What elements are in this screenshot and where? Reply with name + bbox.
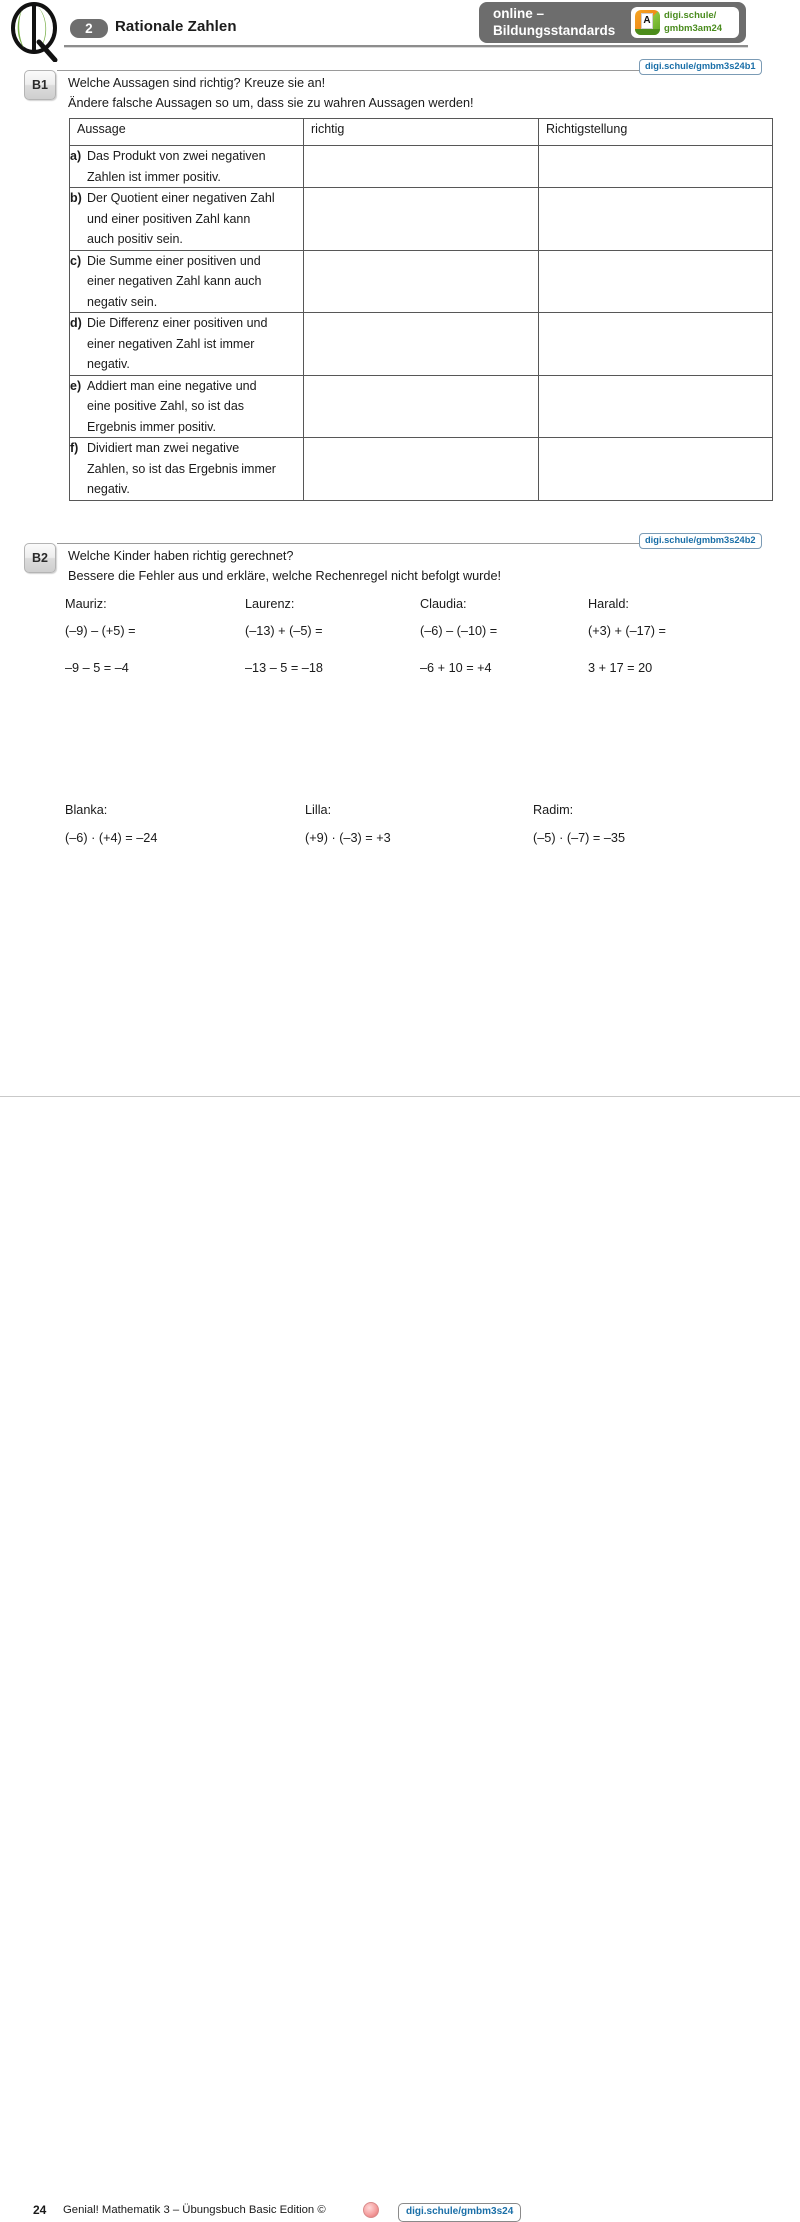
statement-label-a: a) xyxy=(70,149,82,163)
statement-cell-e xyxy=(70,375,304,438)
table-row xyxy=(70,313,773,376)
page-header xyxy=(0,0,800,52)
statement-label-b: b) xyxy=(70,191,82,205)
statement-label-f: f) xyxy=(70,441,79,455)
exercise-b1-prompt-line1: Welche Aussagen sind richtig? Kreuze sie an! xyxy=(68,76,326,90)
statement-text-d: Die Differenz einer positiven und einer negativen Zahl ist immer negativ. xyxy=(87,316,268,371)
exercise-b2-prompt-line2: Bessere die Fehler aus und erkläre, welche Rechenregel nicht befolgt wurde! xyxy=(68,569,502,583)
statement-text-f: Dividiert man zwei negative Zahlen, so ist das Ergebnis immer negativ. xyxy=(87,441,276,496)
page-number: 24 xyxy=(33,2203,47,2217)
online-badge-label xyxy=(493,6,643,39)
exercise-b1-prompt xyxy=(68,73,728,113)
exercise-b2-prompt-line1: Welche Kinder haben richtig gerechnet? xyxy=(68,549,294,563)
richtig-cell-a[interactable] xyxy=(304,146,539,188)
table-header-row xyxy=(70,119,773,146)
exercise-badge-b2: B2 xyxy=(24,543,56,573)
app-icon-letter: A xyxy=(641,13,653,29)
kid-name-radim: Radim: xyxy=(533,803,574,817)
page-title: Rationale Zahlen xyxy=(115,18,237,35)
statement-text-e: Addiert man eine negative und eine positive Zahl, so ist das Ergebnis immer positiv. xyxy=(87,378,257,434)
kid-name-laurenz: Laurenz: xyxy=(245,597,295,611)
kid-expression-mauriz: (–9) – (+5) = xyxy=(65,624,136,638)
kid-name-claudia: Claudia: xyxy=(420,597,467,611)
online-code-pill[interactable] xyxy=(631,7,739,38)
online-badge-line2: Bildungsstandards xyxy=(493,22,616,38)
kid-solution-claudia: –6 + 10 = +4 xyxy=(420,661,492,675)
online-code-line2: gmbm3am24 xyxy=(664,23,723,34)
app-icon-strip xyxy=(635,29,660,35)
kid-expression-blanka: (–6) · (+4) = –24 xyxy=(65,831,158,845)
header-divider-shadow xyxy=(64,47,748,48)
table-row xyxy=(70,188,773,251)
footer-code-tag[interactable]: digi.schule/gmbm3s24 xyxy=(398,2203,521,2222)
code-tag-b2[interactable]: digi.schule/gmbm3s24b2 xyxy=(639,533,762,549)
online-code-label xyxy=(664,9,736,35)
statement-cell-c xyxy=(70,250,304,313)
table-row xyxy=(70,438,773,501)
kid-name-blanka: Blanka: xyxy=(65,803,108,817)
exercise-b1-prompt-line2: Ändere falsche Aussagen so um, dass sie zu wahren Aussagen werden! xyxy=(68,96,474,110)
column-header-aussage: Aussage xyxy=(70,119,304,146)
kid-solution-laurenz: –13 – 5 = –18 xyxy=(245,661,323,675)
statement-label-e: e) xyxy=(70,378,82,393)
kid-name-harald: Harald: xyxy=(588,597,629,611)
table-row xyxy=(70,146,773,188)
table-row xyxy=(70,375,773,438)
statement-cell-f xyxy=(70,438,304,501)
column-header-richtigstellung: Richtigstellung xyxy=(539,119,773,146)
statement-text-b: Der Quotient einer negativen Zahl und einer positiven Zahl kann auch positiv sein. xyxy=(87,191,275,246)
footer-credit-text: Genial! Mathematik 3 – Übungsbuch Basic Edition © xyxy=(63,2204,326,2216)
kid-expression-lilla: (+9) · (–3) = +3 xyxy=(305,831,391,845)
richtigstellung-cell-f[interactable] xyxy=(539,438,773,501)
richtigstellung-cell-e[interactable] xyxy=(539,375,773,438)
exercise-b2-prompt xyxy=(68,546,748,586)
code-tag-b1[interactable]: digi.schule/gmbm3s24b1 xyxy=(639,59,762,75)
kid-name-lilla: Lilla: xyxy=(305,803,332,817)
publisher-q-logo xyxy=(8,2,64,62)
chapter-number-badge: 2 xyxy=(70,19,108,38)
table-row xyxy=(70,250,773,313)
richtig-cell-c[interactable] xyxy=(304,250,539,313)
column-header-richtig: richtig xyxy=(304,119,539,146)
richtig-cell-b[interactable] xyxy=(304,188,539,251)
kid-expression-radim: (–5) · (–7) = –35 xyxy=(533,831,626,845)
kid-expression-harald: (+3) + (–17) = xyxy=(588,624,666,638)
statement-cell-b xyxy=(70,188,304,251)
richtig-cell-f[interactable] xyxy=(304,438,539,501)
richtigstellung-cell-a[interactable] xyxy=(539,146,773,188)
online-badge-line1: online – xyxy=(493,6,545,21)
kid-solution-mauriz: –9 – 5 = –4 xyxy=(65,661,129,675)
richtig-cell-e[interactable] xyxy=(304,375,539,438)
richtigstellung-cell-c[interactable] xyxy=(539,250,773,313)
richtigstellung-cell-d[interactable] xyxy=(539,313,773,376)
online-bildungsstandards-badge[interactable] xyxy=(479,2,746,43)
kid-expression-laurenz: (–13) + (–5) = xyxy=(245,624,323,638)
statement-cell-d xyxy=(70,313,304,376)
statement-cell-a xyxy=(70,146,304,188)
statements-table xyxy=(69,118,773,501)
kid-name-mauriz: Mauriz: xyxy=(65,597,107,611)
statement-text-a: Das Produkt von zwei negativen Zahlen ist immer positiv. xyxy=(87,149,266,184)
page-footer xyxy=(0,1097,800,2217)
statement-text-c: Die Summe einer positiven und einer negativen Zahl kann auch negativ sein. xyxy=(87,253,262,309)
exercise-badge-b1: B1 xyxy=(24,70,56,100)
statement-label-d: d) xyxy=(70,316,82,330)
bildungsstandards-app-icon xyxy=(635,10,660,35)
richtig-cell-d[interactable] xyxy=(304,313,539,376)
publisher-globe-icon xyxy=(363,2202,379,2218)
richtigstellung-cell-b[interactable] xyxy=(539,188,773,251)
statement-label-c: c) xyxy=(70,253,82,268)
kid-solution-harald: 3 + 17 = 20 xyxy=(588,661,653,675)
kid-expression-claudia: (–6) – (–10) = xyxy=(420,624,498,638)
online-code-line1: digi.schule/ xyxy=(664,10,717,21)
